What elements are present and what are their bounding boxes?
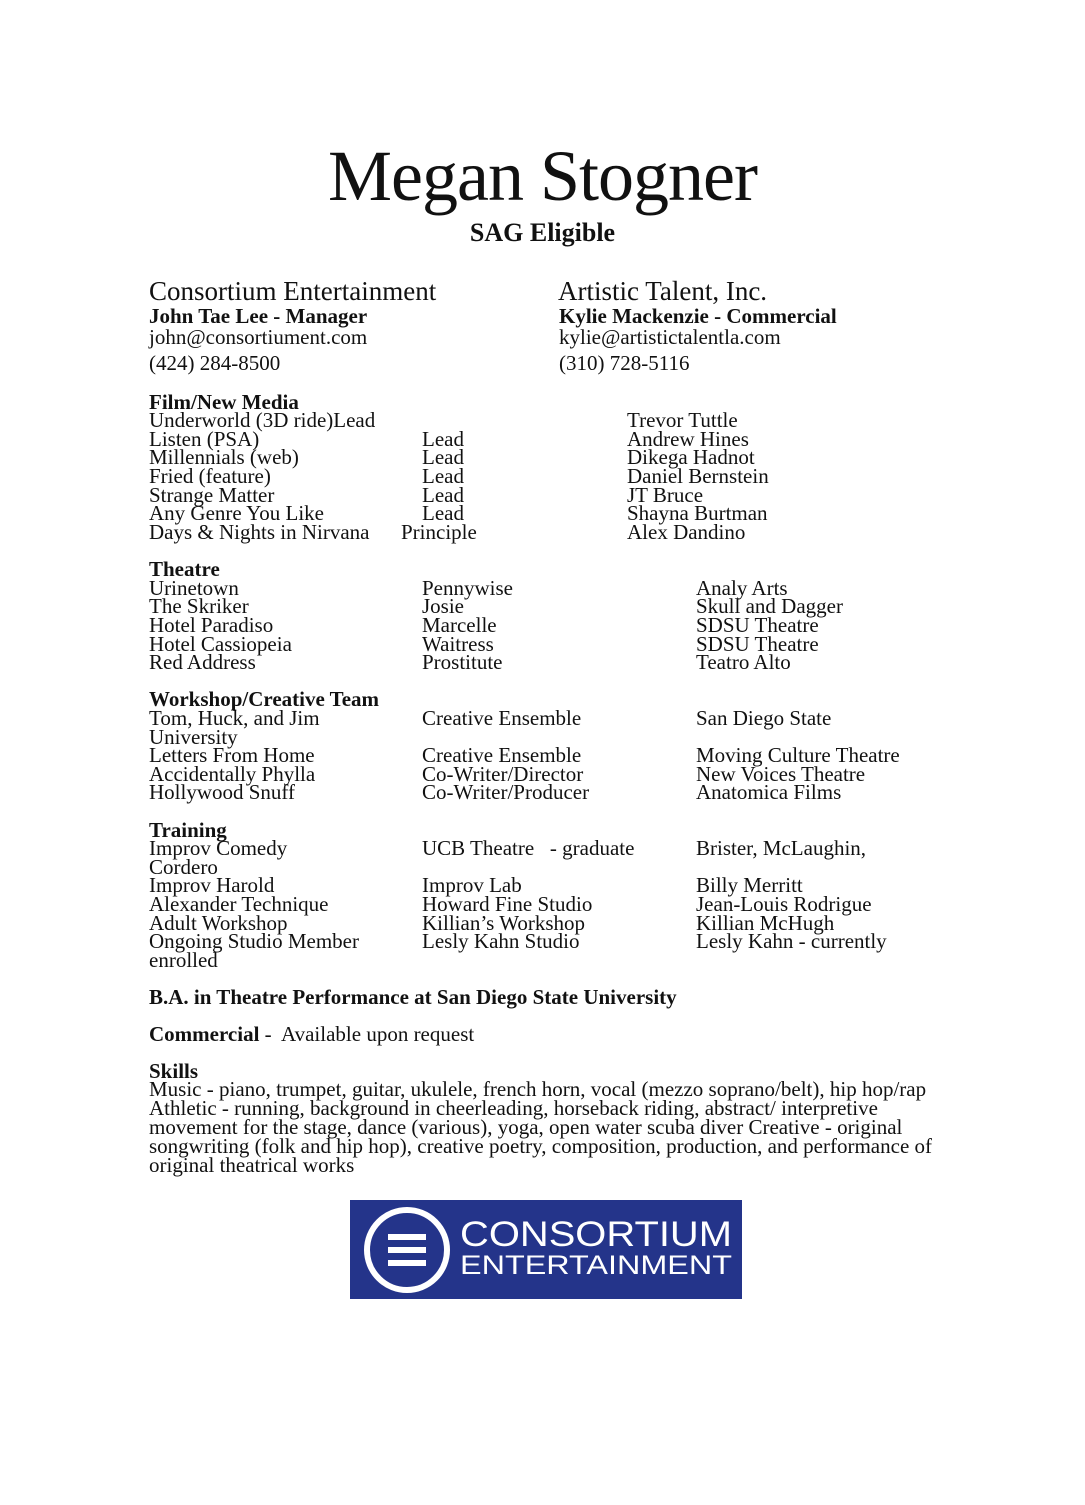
theatre-venue: SDSU Theatre xyxy=(696,632,819,656)
workshop-title: Hollywood Snuff xyxy=(149,780,296,804)
film-title: Any Genre You Like xyxy=(149,501,324,525)
film-title: Strange Matter xyxy=(149,483,275,507)
workshop-venue: Moving Culture Theatre xyxy=(696,743,900,767)
logo-line1: CONSORTIUM xyxy=(460,1215,732,1254)
theatre-title: Hotel Cassiopeia xyxy=(149,632,292,656)
right-agent-email: kylie@artistictalentla.com xyxy=(559,325,781,349)
training-course: Alexander Technique xyxy=(149,892,329,916)
training-course: enrolled xyxy=(149,948,218,972)
workshop-role: Creative Ensemble xyxy=(422,743,582,767)
theatre-venue: SDSU Theatre xyxy=(696,613,819,637)
film-title: Listen (PSA) xyxy=(149,427,260,451)
training-teacher: Lesly Kahn - currently xyxy=(696,929,887,953)
film-title: Fried (feature) xyxy=(149,464,271,488)
workshop-venue: San Diego State xyxy=(696,706,832,730)
theatre-venue: Analy Arts xyxy=(696,576,788,600)
workshop-venue: New Voices Theatre xyxy=(696,762,866,786)
left-agent-name: John Tae Lee - Manager xyxy=(149,304,368,328)
film-title: Days & Nights in Nirvana xyxy=(149,520,370,544)
workshop-title: Tom, Huck, and Jim xyxy=(149,706,320,730)
skills-text: Music - piano, trumpet, guitar, ukulele, french horn, vocal (mezzo soprano/belt), hip hop/rap Athletic - running, background in cheerleading, horseback riding, abstract/ interpretive movement for the stage, dance (various), yoga, open water scuba diver Creative - original songwriting (folk and hip hop), creative poetry, composition, production, and performance of original theatrical works xyxy=(149,1077,933,1177)
training-teacher: Brister, McLaughin, xyxy=(696,836,867,860)
training-school: UCB Theatre - graduate xyxy=(422,836,635,860)
film-role: Lead xyxy=(422,445,464,469)
consortium-logo xyxy=(350,1200,742,1299)
logo-bar-icon xyxy=(388,1247,426,1253)
film-role: Lead xyxy=(422,501,464,525)
training-teacher: Killian McHugh xyxy=(696,911,835,935)
training-school: Killian’s Workshop xyxy=(422,911,586,935)
workshop-venue: Anatomica Films xyxy=(696,780,842,804)
right-agent-phone: (310) 728-5116 xyxy=(559,351,690,375)
film-director: Trevor Tuttle xyxy=(627,408,738,432)
logo-bar-icon xyxy=(388,1260,426,1266)
theatre-role: Marcelle xyxy=(422,613,497,637)
theatre-title: The Skriker xyxy=(149,594,249,618)
film-director: Alex Dandino xyxy=(627,520,746,544)
workshop-role: Co-Writer/Director xyxy=(422,762,584,786)
workshop-role: Co-Writer/Producer xyxy=(422,780,590,804)
film-director: Shayna Burtman xyxy=(627,501,768,525)
training-heading: Training xyxy=(149,818,227,842)
workshop-role: Creative Ensemble xyxy=(422,706,582,730)
resume-name: Megan Stogner xyxy=(328,136,757,216)
training-course: Improv Comedy xyxy=(149,836,288,860)
union-status: SAG Eligible xyxy=(469,218,616,247)
commercial-line xyxy=(149,1024,474,1045)
film-title: Underworld (3D ride)Lead xyxy=(149,408,376,432)
right-agent-name: Kylie Mackenzie - Commercial xyxy=(559,304,837,328)
film-director: Dikega Hadnot xyxy=(627,445,755,469)
theatre-role: Waitress xyxy=(422,632,494,656)
left-agent-email: john@consortiument.com xyxy=(149,325,368,349)
training-school: Howard Fine Studio xyxy=(422,892,593,916)
film-heading: Film/New Media xyxy=(149,390,299,414)
education-degree: B.A. in Theatre Performance at San Diego State University xyxy=(149,985,677,1009)
training-course: Improv Harold xyxy=(149,873,275,897)
film-role: Lead xyxy=(422,427,464,451)
film-role: Lead xyxy=(422,464,464,488)
training-school: Lesly Kahn Studio xyxy=(422,929,580,953)
training-course: Cordero xyxy=(149,855,218,879)
film-role: Principle xyxy=(401,520,477,544)
theatre-title: Urinetown xyxy=(149,576,239,600)
theatre-venue: Teatro Alto xyxy=(696,650,791,674)
theatre-venue: Skull and Dagger xyxy=(696,594,843,618)
logo-line2: ENTERTAINMENT xyxy=(460,1250,732,1280)
commercial-label: Commercial xyxy=(149,1022,260,1046)
training-course: Ongoing Studio Member xyxy=(149,929,359,953)
theatre-heading: Theatre xyxy=(149,557,220,581)
theatre-role: Pennywise xyxy=(422,576,513,600)
film-director: JT Bruce xyxy=(627,483,704,507)
training-course: Adult Workshop xyxy=(149,911,288,935)
skills-heading: Skills xyxy=(149,1059,199,1083)
film-role: Lead xyxy=(422,483,464,507)
left-agent-phone: (424) 284-8500 xyxy=(149,351,281,375)
film-title: Millennials (web) xyxy=(149,445,299,469)
left-agency-name: Consortium Entertainment xyxy=(149,276,437,306)
theatre-title: Hotel Paradiso xyxy=(149,613,274,637)
training-school: Improv Lab xyxy=(422,873,522,897)
workshop-title: Accidentally Phylla xyxy=(149,762,316,786)
workshop-title: University xyxy=(149,725,238,749)
film-director: Andrew Hines xyxy=(627,427,749,451)
theatre-role: Prostitute xyxy=(422,650,503,674)
workshop-heading: Workshop/Creative Team xyxy=(149,687,380,711)
logo-bar-icon xyxy=(388,1234,426,1240)
training-teacher: Jean-Louis Rodrigue xyxy=(696,892,872,916)
workshop-title: Letters From Home xyxy=(149,743,315,767)
theatre-role: Josie xyxy=(422,594,464,618)
film-director: Daniel Bernstein xyxy=(627,464,769,488)
training-teacher: Billy Merritt xyxy=(696,873,803,897)
commercial-text: - Available upon request xyxy=(259,1022,475,1046)
theatre-title: Red Address xyxy=(149,650,256,674)
right-agency-name: Artistic Talent, Inc. xyxy=(558,276,768,306)
